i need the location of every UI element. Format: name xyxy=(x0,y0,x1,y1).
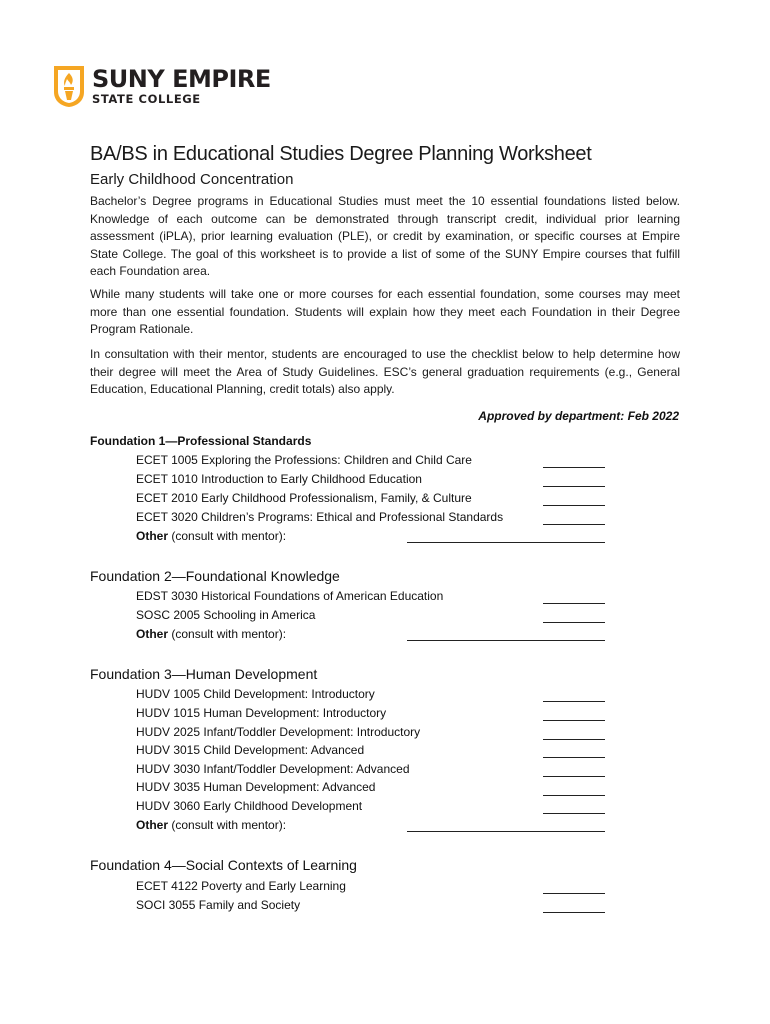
foundation-4-heading: Foundation 4—Social Contexts of Learning xyxy=(90,857,357,873)
logo-name: SUNY EMPIRE xyxy=(92,65,271,93)
course-item: SOCI 3055 Family and Society xyxy=(136,898,301,912)
checkoff-line[interactable] xyxy=(543,622,605,623)
course-item: ECET 1010 Introduction to Early Childhood Education xyxy=(136,472,422,486)
course-item: ECET 2010 Early Childhood Professionalism, Family, & Culture xyxy=(136,491,472,505)
other-course-row xyxy=(136,626,286,642)
checkoff-line[interactable] xyxy=(543,701,605,702)
other-note: (consult with mentor): xyxy=(168,529,287,543)
checkoff-line[interactable] xyxy=(543,739,605,740)
page-title: BA/BS in Educational Studies Degree Planning Worksheet xyxy=(90,143,592,165)
logo-subtitle: STATE COLLEGE xyxy=(92,92,201,106)
course-item: SOSC 2005 Schooling in America xyxy=(136,608,316,622)
checkoff-line[interactable] xyxy=(543,795,605,796)
course-item: HUDV 3030 Infant/Toddler Development: Advanced xyxy=(136,762,410,776)
course-item: ECET 1005 Exploring the Professions: Children and Child Care xyxy=(136,453,472,467)
checkoff-line[interactable] xyxy=(543,524,605,525)
approval-note: Approved by department: Feb 2022 xyxy=(478,409,679,423)
foundation-1-heading: Foundation 1—Professional Standards xyxy=(90,434,312,448)
checkoff-line[interactable] xyxy=(543,813,605,814)
checkoff-line[interactable] xyxy=(543,505,605,506)
course-item: HUDV 3060 Early Childhood Development xyxy=(136,799,363,813)
course-item: HUDV 1005 Child Development: Introductory xyxy=(136,687,375,701)
other-course-line[interactable] xyxy=(407,831,605,832)
intro-paragraph-2: While many students will take one or more courses for each essential foundation, some courses may meet more than one essential foundation. Students will explain how they meet each Foundation in their Degree Program Rationale. xyxy=(90,287,680,336)
other-note: (consult with mentor): xyxy=(168,627,287,641)
course-item: HUDV 3015 Child Development: Advanced xyxy=(136,743,365,757)
course-item: HUDV 1015 Human Development: Introductory xyxy=(136,706,387,720)
foundation-3-heading: Foundation 3—Human Development xyxy=(90,666,318,682)
page-subtitle: Early Childhood Concentration xyxy=(90,171,294,188)
other-course-row xyxy=(136,528,286,544)
course-item: ECET 4122 Poverty and Early Learning xyxy=(136,879,346,893)
other-label: Other xyxy=(136,818,169,832)
checkoff-line[interactable] xyxy=(543,486,605,487)
other-course-line[interactable] xyxy=(407,542,605,543)
course-item: EDST 3030 Historical Foundations of American Education xyxy=(136,589,444,603)
suny-empire-logo xyxy=(52,64,282,110)
checkoff-line[interactable] xyxy=(543,912,605,913)
course-item: ECET 3020 Children’s Programs: Ethical and Professional Standards xyxy=(136,510,504,524)
course-item: HUDV 2025 Infant/Toddler Development: Introductory xyxy=(136,725,421,739)
other-course-row xyxy=(136,817,286,833)
intro-paragraph-1: Bachelor’s Degree programs in Educational Studies must meet the 10 essential foundations listed below. Knowledge of each outcome can be demonstrated through transcript credit, individual prior learning assessment (iPLA), prior learning evaluation (PLE), or credit by examination, or specific courses at Empire State College. The goal of this worksheet is to provide a list of some of the SUNY Empire courses that fulfill each Foundation area. xyxy=(90,194,680,278)
checkoff-line[interactable] xyxy=(543,720,605,721)
checkoff-line[interactable] xyxy=(543,467,605,468)
checkoff-line[interactable] xyxy=(543,893,605,894)
other-label: Other xyxy=(136,529,169,543)
torch-emblem-icon xyxy=(52,64,86,108)
checkoff-line[interactable] xyxy=(543,776,605,777)
foundation-2-heading: Foundation 2—Foundational Knowledge xyxy=(90,568,340,584)
checkoff-line[interactable] xyxy=(543,603,605,604)
course-item: HUDV 3035 Human Development: Advanced xyxy=(136,780,376,794)
other-note: (consult with mentor): xyxy=(168,818,287,832)
intro-paragraph-3: In consultation with their mentor, students are encouraged to use the checklist below to help determine how their degree will meet the Area of Study Guidelines. ESC’s general graduation requirements (e.g., General Education, Educational Planning, credit totals) also apply. xyxy=(90,347,680,396)
other-course-line[interactable] xyxy=(407,640,605,641)
checkoff-line[interactable] xyxy=(543,757,605,758)
other-label: Other xyxy=(136,627,169,641)
